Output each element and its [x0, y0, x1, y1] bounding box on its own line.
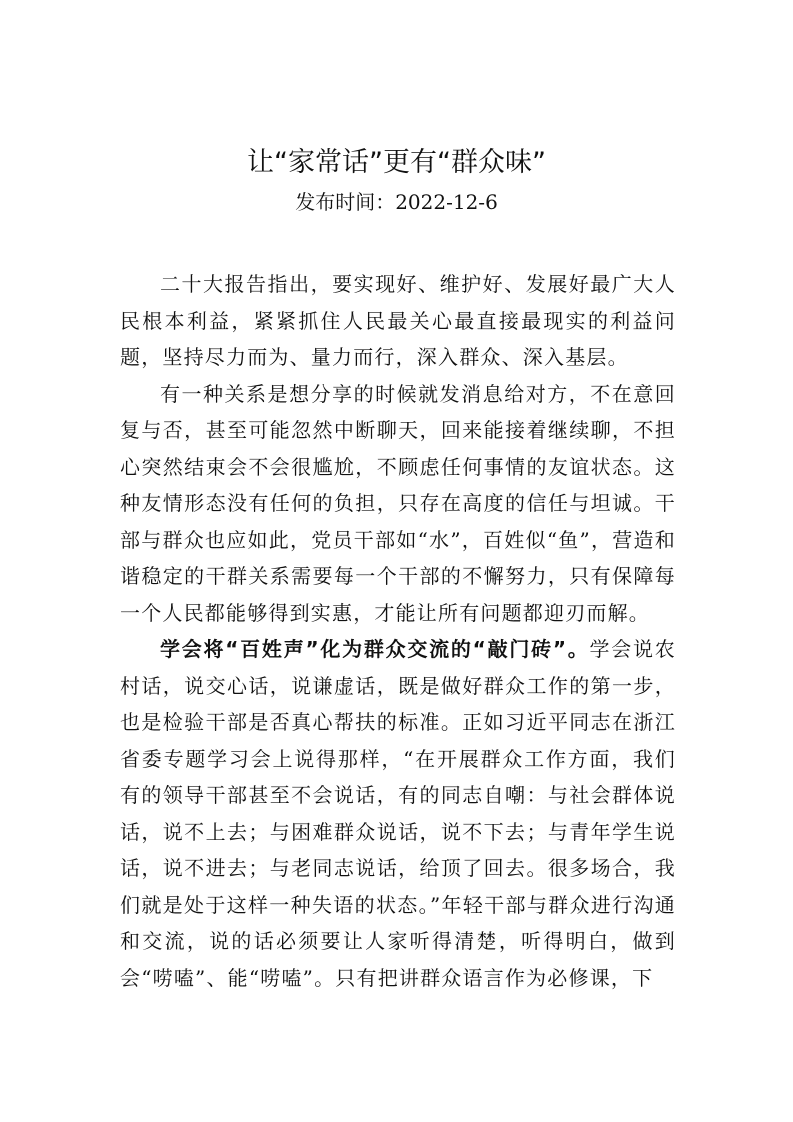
publish-info	[0, 186, 793, 215]
publish-date: 2022-12-6	[395, 190, 498, 214]
paragraph-3-lead: 学会将“百姓声”化为群众交流的“敲门砖”。	[160, 637, 590, 661]
paragraph-2-text: 有一种关系是想分享的时候就发消息给对方，不在意回复与否，甚至可能忽然中断聊天，回来能接着继续聊，不担心突然结束会不会很尴尬，不顾虑任何事情的友谊状态。这种友情形态没有任何的负担，只存在高度的信任与坦诚。干部与群众也应如此，党员干部如“水”，百姓似“鱼”，营造和谐稳定的干群关系需要每一个干部的不懈努力，只有保障每一个人民都能够得到实惠，才能让所有问题都迎刃而解。	[120, 381, 676, 625]
paragraph-1-text: 二十大报告指出，要实现好、维护好、发展好最广大人民根本利益，紧紧抓住人民最关心最直接最现实的利益问题，坚持尽力而为、量力而行，深入群众、深入基层。	[120, 272, 676, 369]
paragraph-3	[120, 631, 676, 996]
page-title: 让“家常话”更有“群众味”	[247, 147, 546, 178]
paragraph-3-text: 学会说农村话，说交心话，说谦虚话，既是做好群众工作的第一步，也是检验干部是否真心帮扶的标准。正如习近平同志在浙江省委专题学习会上说得那样，“在开展群众工作方面，我们有的领导干部甚至不会说话，有的同志自嘲：与社会群体说话，说不上去；与困难群众说话，说不下去；与青年学生说话，说不进去；与老同志说话，给顶了回去。很多场合，我们就是处于这样一种失语的状态。”年轻干部与群众进行沟通和交流，说的话必须要让人家听得清楚，听得明白，做到会“唠嗑”、能“唠嗑”。只有把讲群众语言作为必修课，下	[120, 637, 676, 990]
article-body	[120, 266, 676, 996]
paragraph-1	[120, 266, 676, 376]
paragraph-2	[120, 376, 676, 632]
publish-label: 发布时间：	[295, 190, 396, 214]
